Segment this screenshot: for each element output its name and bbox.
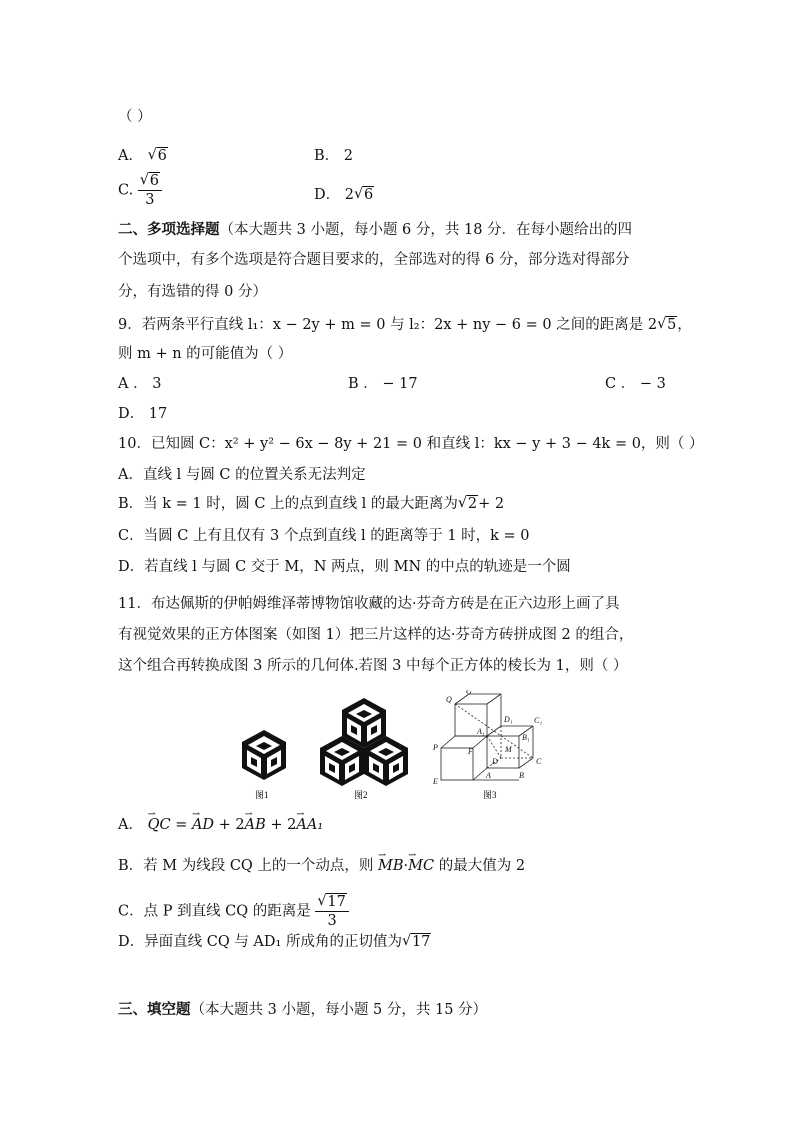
sqrt: √ 17 xyxy=(402,932,431,952)
vector-qc: ⇀ QC xyxy=(148,815,171,835)
label-a: A xyxy=(486,771,491,780)
fraction: √ $\frac{6}{3}$ xyxy=(138,172,162,209)
q10-option-b: B．当 k = 1 时，圆 C 上的点到直线 l 的最大距离为√ 2+ 2 xyxy=(118,494,504,514)
label-f: F xyxy=(468,747,473,756)
section-desc: （本大题共 3 小题，每小题 5 分，共 15 分） xyxy=(190,1002,488,1018)
vector-mc: ⇀ MC xyxy=(408,856,434,876)
label-p: P xyxy=(433,743,438,752)
option-letter: B． xyxy=(314,148,340,164)
section-2-desc-line2: 个选项中，有多个选项是符合题目要求的，全部选对的得 6 分，部分选对得部分 xyxy=(118,252,630,268)
figure-1-caption: 图1 xyxy=(255,790,269,800)
label-m: M xyxy=(505,745,512,754)
label-b1: B₁ xyxy=(522,733,530,742)
q11-stem-line1: 11．布达佩斯的伊帕姆维泽蒂博物馆收藏的达·芬奇方砖是在正六边形上画了具 xyxy=(118,596,620,612)
vector-aa1: ⇀ AA₁ xyxy=(296,815,323,835)
q8-option-d: D． 2√ 6 xyxy=(314,185,374,205)
q11-option-d: D．异面直线 CQ 与 AD₁ 所成角的正切值为√ 17 xyxy=(118,932,431,952)
sqrt: √ 5 xyxy=(657,315,677,335)
vector-mb: ⇀ MB xyxy=(378,856,404,876)
q11-stem-line2: 有视觉效果的正方体图案（如图 1）把三片这样的达·芬奇方砖拼成图 2 的组合， xyxy=(118,627,634,643)
section-3-heading xyxy=(118,1000,487,1020)
sqrt: √ 6 xyxy=(148,146,168,166)
q10-option-a: A．直线 l 与圆 C 的位置关系无法判定 xyxy=(118,467,366,483)
q8-option-c xyxy=(118,172,162,209)
figure-3-geometric-solid xyxy=(441,694,533,780)
vector-ab: ⇀ AB xyxy=(245,815,266,835)
q8-option-a xyxy=(118,146,168,166)
option-letter: C. xyxy=(118,182,134,199)
section-title: 二、多项选择题 xyxy=(118,221,220,238)
q9-option-b: B ． − 17 xyxy=(348,376,418,392)
vector-ad: ⇀ AD xyxy=(192,815,214,835)
label-b: B xyxy=(519,771,524,780)
fraction: √ $\frac{17}{3}$ xyxy=(315,893,348,930)
label-c: C xyxy=(536,757,542,766)
q8-option-b xyxy=(314,146,353,166)
section-desc: （本大题共 3 小题，每小题 6 分，共 18 分．在每小题给出的四 xyxy=(219,222,633,238)
q9-option-a: A ． 3 xyxy=(118,376,162,392)
section-2-desc-line3: 分，有选错的得 0 分） xyxy=(118,284,267,300)
q9-option-d: D． 17 xyxy=(118,406,168,422)
q11-option-b: B．若 M 为线段 CQ 上的一个动点，则 ⇀ MB·⇀ MC 的最大值为 2 xyxy=(118,856,525,876)
figure-2-caption: 图2 xyxy=(354,790,368,800)
label-d: D xyxy=(492,757,498,766)
q10-stem: 10．已知圆 C：x² + y² − 6x − 8y + 21 = 0 和直线 l：kx − y + 3 − 4k = 0，则（ ） xyxy=(118,436,704,452)
figure-2-combined-cubes xyxy=(320,698,408,786)
sqrt: √ 6 xyxy=(354,185,374,205)
label-g: G xyxy=(466,690,472,696)
q11-figures xyxy=(240,690,570,806)
sqrt: √ 2 xyxy=(458,494,478,514)
q9-stem-line2: 则 m + n 的可能值为（ ） xyxy=(118,346,293,362)
option-letter: D． xyxy=(314,187,341,203)
section-title: 三、填空题 xyxy=(118,1001,191,1018)
q9-stem-line1: 9．若两条平行直线 l₁：x − 2y + m = 0 与 l₂：2x + ny − 6 = 0 之间的距离是 2√ 5， xyxy=(118,315,692,335)
label-q: Q xyxy=(446,695,452,704)
q8-answer-paren: （ ） xyxy=(118,109,152,125)
section-2-heading xyxy=(118,220,632,240)
figure-3-caption: 图3 xyxy=(483,790,497,800)
label-e: E xyxy=(433,777,438,786)
q9-option-c: C ． − 3 xyxy=(605,376,666,392)
label-d1: D₁ xyxy=(504,715,513,724)
label-c1: C₁ xyxy=(534,716,543,725)
q10-option-d: D．若直线 l 与圆 C 交于 M，N 两点，则 MN 的中点的轨迹是一个圆 xyxy=(118,559,571,575)
q10-option-c: C．当圆 C 上有且仅有 3 个点到直线 l 的距离等于 1 时，k = 0 xyxy=(118,528,530,544)
label-a1: A₁ xyxy=(477,727,485,736)
q11-option-a: A． ⇀ QC = ⇀ AD + 2⇀ AB + 2⇀ AA₁ xyxy=(118,815,323,835)
option-value: 2 xyxy=(343,148,353,164)
q11-stem-line3: 这个组合再转换成图 3 所示的几何体.若图 3 中每个正方体的棱长为 1，则（ ） xyxy=(118,658,628,674)
option-letter: A． xyxy=(118,148,143,164)
q11-option-c: C．点 P 到直线 CQ 的距离是 √ $\frac{17}{3}$ xyxy=(118,893,349,930)
figures-svg xyxy=(240,690,570,806)
figure-1-hexagon-cube xyxy=(242,730,286,780)
